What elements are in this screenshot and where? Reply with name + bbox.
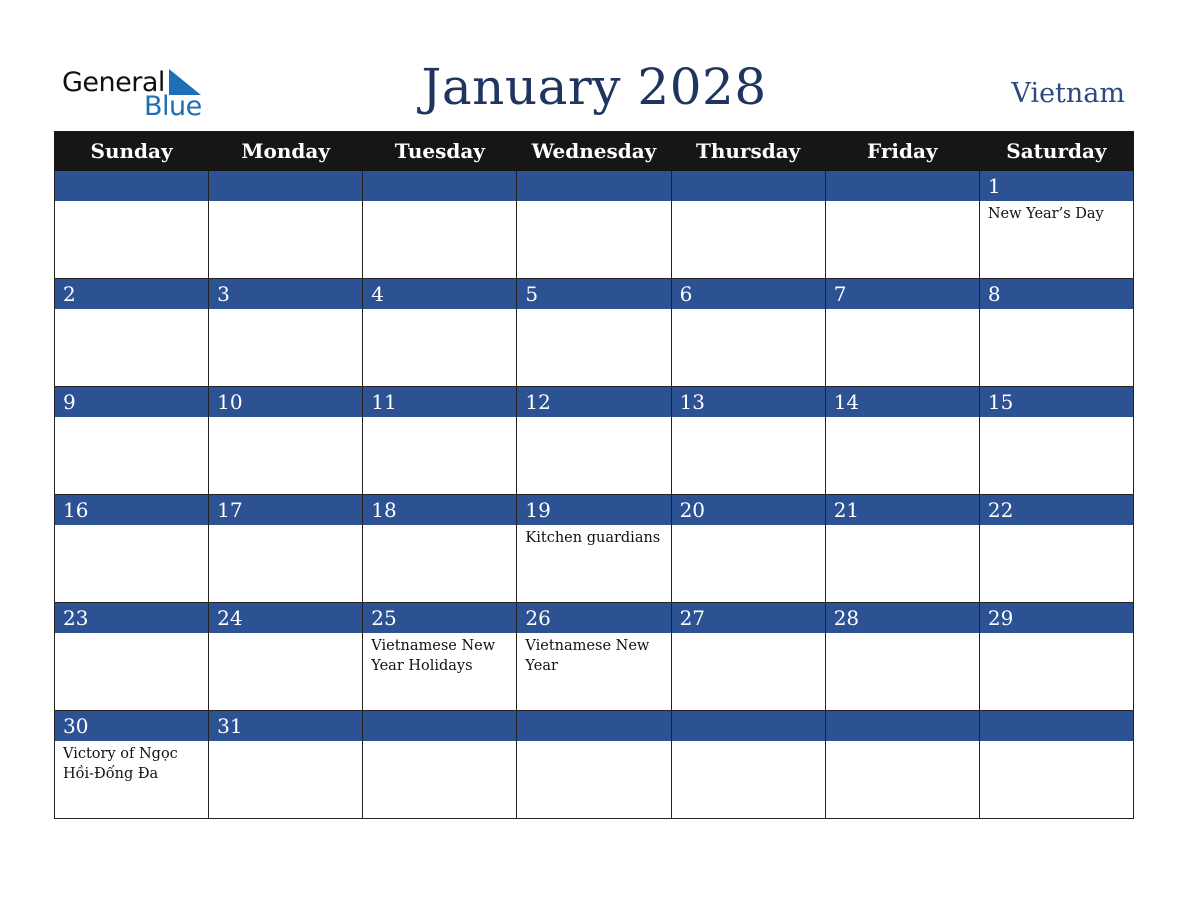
holiday-label: Vietnamese New Year Holidays [371,638,496,674]
day-cell [363,495,517,603]
holiday-label [980,741,1133,745]
day-number [980,711,1133,741]
logo-text-general: General [62,67,165,98]
day-cell [55,495,209,603]
day-cell [55,279,209,387]
day-cell [55,711,209,819]
day-cell [209,279,363,387]
day-number: 4 [363,279,516,309]
holiday-label [826,633,979,637]
day-number [517,711,670,741]
day-number: 28 [826,603,979,633]
day-number: 11 [363,387,516,417]
holiday-label [517,741,670,745]
day-number: 6 [672,279,825,309]
day-number: 9 [55,387,208,417]
day-cell [825,603,979,711]
day-number: 16 [55,495,208,525]
holiday-label [209,201,362,205]
holiday-label [517,417,670,421]
day-number: 20 [672,495,825,525]
holiday-label: Kitchen guardians [525,530,661,546]
day-cell [825,387,979,495]
day-number: 21 [826,495,979,525]
day-cell [209,171,363,279]
holiday-label [55,633,208,637]
holiday-label [672,309,825,313]
holiday-label [980,309,1133,313]
holiday-label [55,309,208,313]
day-number: 17 [209,495,362,525]
weekday-header: Thursday [671,132,825,171]
week-row [55,495,1134,603]
weekday-header-row [55,132,1134,171]
holiday-label [826,525,979,529]
holiday-label [209,633,362,637]
day-cell [55,387,209,495]
week-row [55,387,1134,495]
day-cell [979,711,1133,819]
weekday-header: Friday [825,132,979,171]
day-cell [209,495,363,603]
day-cell [979,387,1133,495]
day-number: 15 [980,387,1133,417]
day-cell [55,171,209,279]
day-number: 2 [55,279,208,309]
week-row [55,603,1134,711]
day-cell [517,279,671,387]
day-cell [363,171,517,279]
holiday-label [363,741,516,745]
day-number: 7 [826,279,979,309]
holiday-label [517,309,670,313]
holiday-label [826,741,979,745]
week-row [55,279,1134,387]
day-number [517,171,670,201]
holiday-label [826,201,979,205]
day-number: 22 [980,495,1133,525]
holiday-label [55,525,208,529]
holiday-label [517,201,670,205]
day-number: 25 [363,603,516,633]
day-cell [979,603,1133,711]
holiday-label [363,201,516,205]
weekday-header: Wednesday [517,132,671,171]
day-cell [363,711,517,819]
day-cell [209,603,363,711]
day-cell [55,603,209,711]
holiday-label [826,417,979,421]
day-number: 12 [517,387,670,417]
holiday-label [672,201,825,205]
day-number: 31 [209,711,362,741]
holiday-label [209,417,362,421]
day-number: 27 [672,603,825,633]
day-number: 24 [209,603,362,633]
holiday-label: Vietnamese New Year [525,638,650,674]
holiday-label [980,525,1133,529]
day-number [672,171,825,201]
day-number: 13 [672,387,825,417]
day-cell [671,279,825,387]
day-number [826,171,979,201]
day-cell [209,711,363,819]
day-cell [671,387,825,495]
day-number [826,711,979,741]
day-cell [825,279,979,387]
day-number [363,171,516,201]
day-number: 10 [209,387,362,417]
holiday-label [980,417,1133,421]
day-cell [517,387,671,495]
holiday-label: New Year’s Day [987,206,1104,222]
holiday-label [55,417,208,421]
day-cell [825,495,979,603]
day-cell [363,603,517,711]
day-cell [671,171,825,279]
weekday-header: Saturday [979,132,1133,171]
holiday-label [363,309,516,313]
holiday-label [363,525,516,529]
page-title: January 2028 [421,58,767,116]
day-number [55,171,208,201]
day-number: 19 [517,495,670,525]
day-cell [825,171,979,279]
day-number: 14 [826,387,979,417]
day-cell [363,387,517,495]
day-number: 3 [209,279,362,309]
holiday-label [363,417,516,421]
weekday-header: Sunday [55,132,209,171]
holiday-label [209,309,362,313]
holiday-label [55,201,208,205]
holiday-label [672,633,825,637]
day-number: 1 [980,171,1133,201]
holiday-label [672,741,825,745]
day-number [363,711,516,741]
day-number: 18 [363,495,516,525]
day-number [672,711,825,741]
week-row [55,171,1134,279]
holiday-label [980,633,1133,637]
day-cell [979,279,1133,387]
week-row [55,711,1134,819]
day-number: 26 [517,603,670,633]
holiday-label: Victory of Ngọc Hồi-Đống Đa [63,746,178,782]
logo-text-blue: Blue [144,91,202,122]
day-number: 30 [55,711,208,741]
day-cell [517,171,671,279]
day-cell [363,279,517,387]
day-cell [979,495,1133,603]
day-cell [671,711,825,819]
day-number [209,171,362,201]
day-number: 23 [55,603,208,633]
day-cell [517,603,671,711]
day-cell [671,603,825,711]
country-label: Vietnam [1011,78,1125,109]
day-number: 5 [517,279,670,309]
holiday-label [672,417,825,421]
holiday-label [209,741,362,745]
weekday-header: Tuesday [363,132,517,171]
day-cell [209,387,363,495]
holiday-label [672,525,825,529]
weekday-header: Monday [209,132,363,171]
day-number: 8 [980,279,1133,309]
calendar-grid [54,131,1134,819]
day-cell [979,171,1133,279]
day-cell [671,495,825,603]
day-number: 29 [980,603,1133,633]
day-cell [517,495,671,603]
day-cell [825,711,979,819]
day-cell [517,711,671,819]
holiday-label [209,525,362,529]
holiday-label [826,309,979,313]
